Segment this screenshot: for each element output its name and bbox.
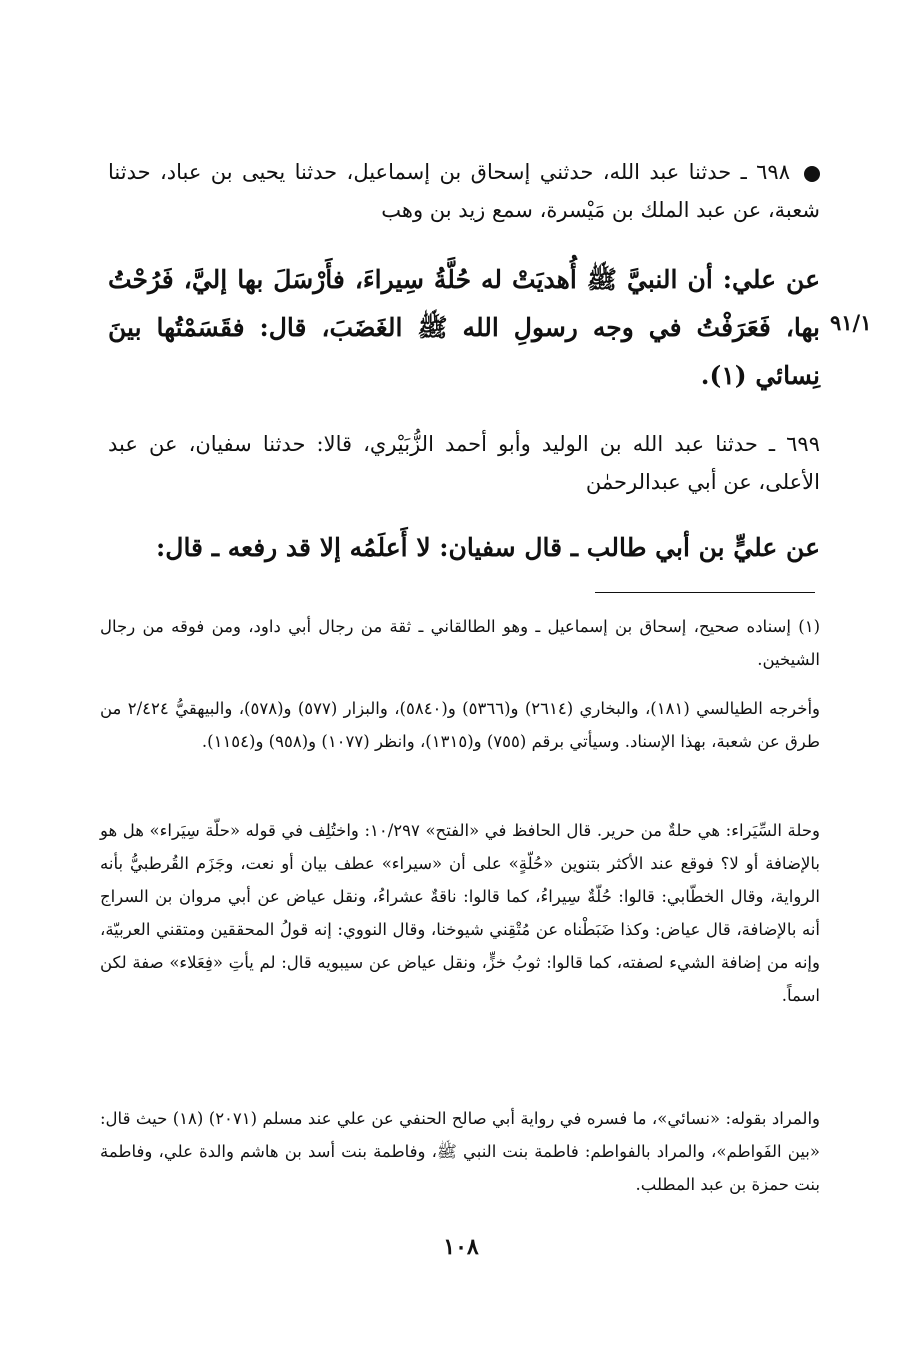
footnote-1-nisai: والمراد بقوله: «نسائي»، ما فسره في رواية أبي صالح الحنفي عن علي عند مسلم (٢٠٧١) (١٨) حيث قال: «بين الفَواطم»، والمراد بالفواطم: فاطمة بنت النبي ﷺ، وفاطمة بنت أسد بن هاشم والدة علي، وفاطمة بنت حمزة بن عبد المطلب. [100, 1109, 821, 1194]
page-number: ١٠٨ [443, 1234, 479, 1260]
hadith-699-matn: عن عليٍّ بن أبي طالب ـ قال سفيان: لا أَعلَمُه إلا قد رفعه ـ قال: [156, 533, 820, 562]
footnote-1-grading: (١) إسناده صحيح، إسحاق بن إسماعيل ـ وهو الطالقاني ـ ثقة من رجال أبي داود، ومن فوقه من رجال الشيخين. [100, 617, 820, 669]
bullet-icon [804, 166, 820, 182]
hadith-698-isnad-text: ٦٩٨ ـ حدثنا عبد الله، حدثني إسحاق بن إسماعيل، حدثنا يحيى بن عباد، حدثنا شعبة، عن عبد الملك بن مَيْسرة، سمع زيد بن وهب [108, 160, 820, 222]
margin-reference: ٩١/١ [830, 310, 872, 335]
footnote-1-hulla-siyara: وحلة السِّيَراء: هي حلةٌ من حرير. قال الحافظ في «الفتح» ١٠/٢٩٧: واختُلِف في قوله «حلّة سِيَراء» هل هو بالإضافة أو لا؟ فوقع عند الأكثر بتنوين «حُلّةٍ» على أن «سيراء» عطف بيان أو نعت، وجَزَم القُرطبيُّ بأنه الرواية، وقال الخطّابي: قالوا: حُلّةٌ سِيراءُ، كما قالوا: ناقةٌ عشراءُ، ونقل عياض عن أبي مروان بن السراج أنه بالإضافة، قال عياض: وكذا ضَبَطْناه عن مُتْقِني شيوخنا، وقال النووي: إنه قولُ المحققين ومتقني العربيّة، وإنه من إضافة الشيء لصفته، كما قالوا: ثوبُ خزٍّ، ونقل عياض عن سيبويه قال: لم يأتِ «فِعَلاء» صفة لكن اسماً. [100, 821, 820, 1005]
hadith-698-matn: عن علي: أن النبيَّ ﷺ أُهديَتْ له حُلَّةُ سِيراءَ، فأَرْسَلَ بها إليَّ، فَرُحْتُ بها، فَعَرَفْتُ في وجه رسولِ الله ﷺ الغَضَبَ، قال: فقَسَمْتُها بينَ نِسائي (١). [108, 265, 821, 390]
footnote-divider [595, 592, 815, 593]
hadith-699-isnad: ٦٩٩ ـ حدثنا عبد الله بن الوليد وأبو أحمد الزُّبَيْري، قالا: حدثنا سفيان، عن عبد الأعلى، عن أبي عبدالرحمٰن [108, 432, 820, 494]
footnote-1-takhrij: وأخرجه الطيالسي (١٨١)، والبخاري (٢٦١٤) و(٥٣٦٦) و(٥٨٤٠)، والبزار (٥٧٧) و(٥٧٨)، والبيهقيُّ ٢/٤٢٤ من طرق عن شعبة، بهذا الإسناد. وسيأتي برقم (٧٥٥) و(١٣١٥)، وانظر (١٠٧٧) و(٩٥٨) و(١١٥٤). [100, 699, 821, 751]
hadith-698-isnad [108, 153, 820, 229]
